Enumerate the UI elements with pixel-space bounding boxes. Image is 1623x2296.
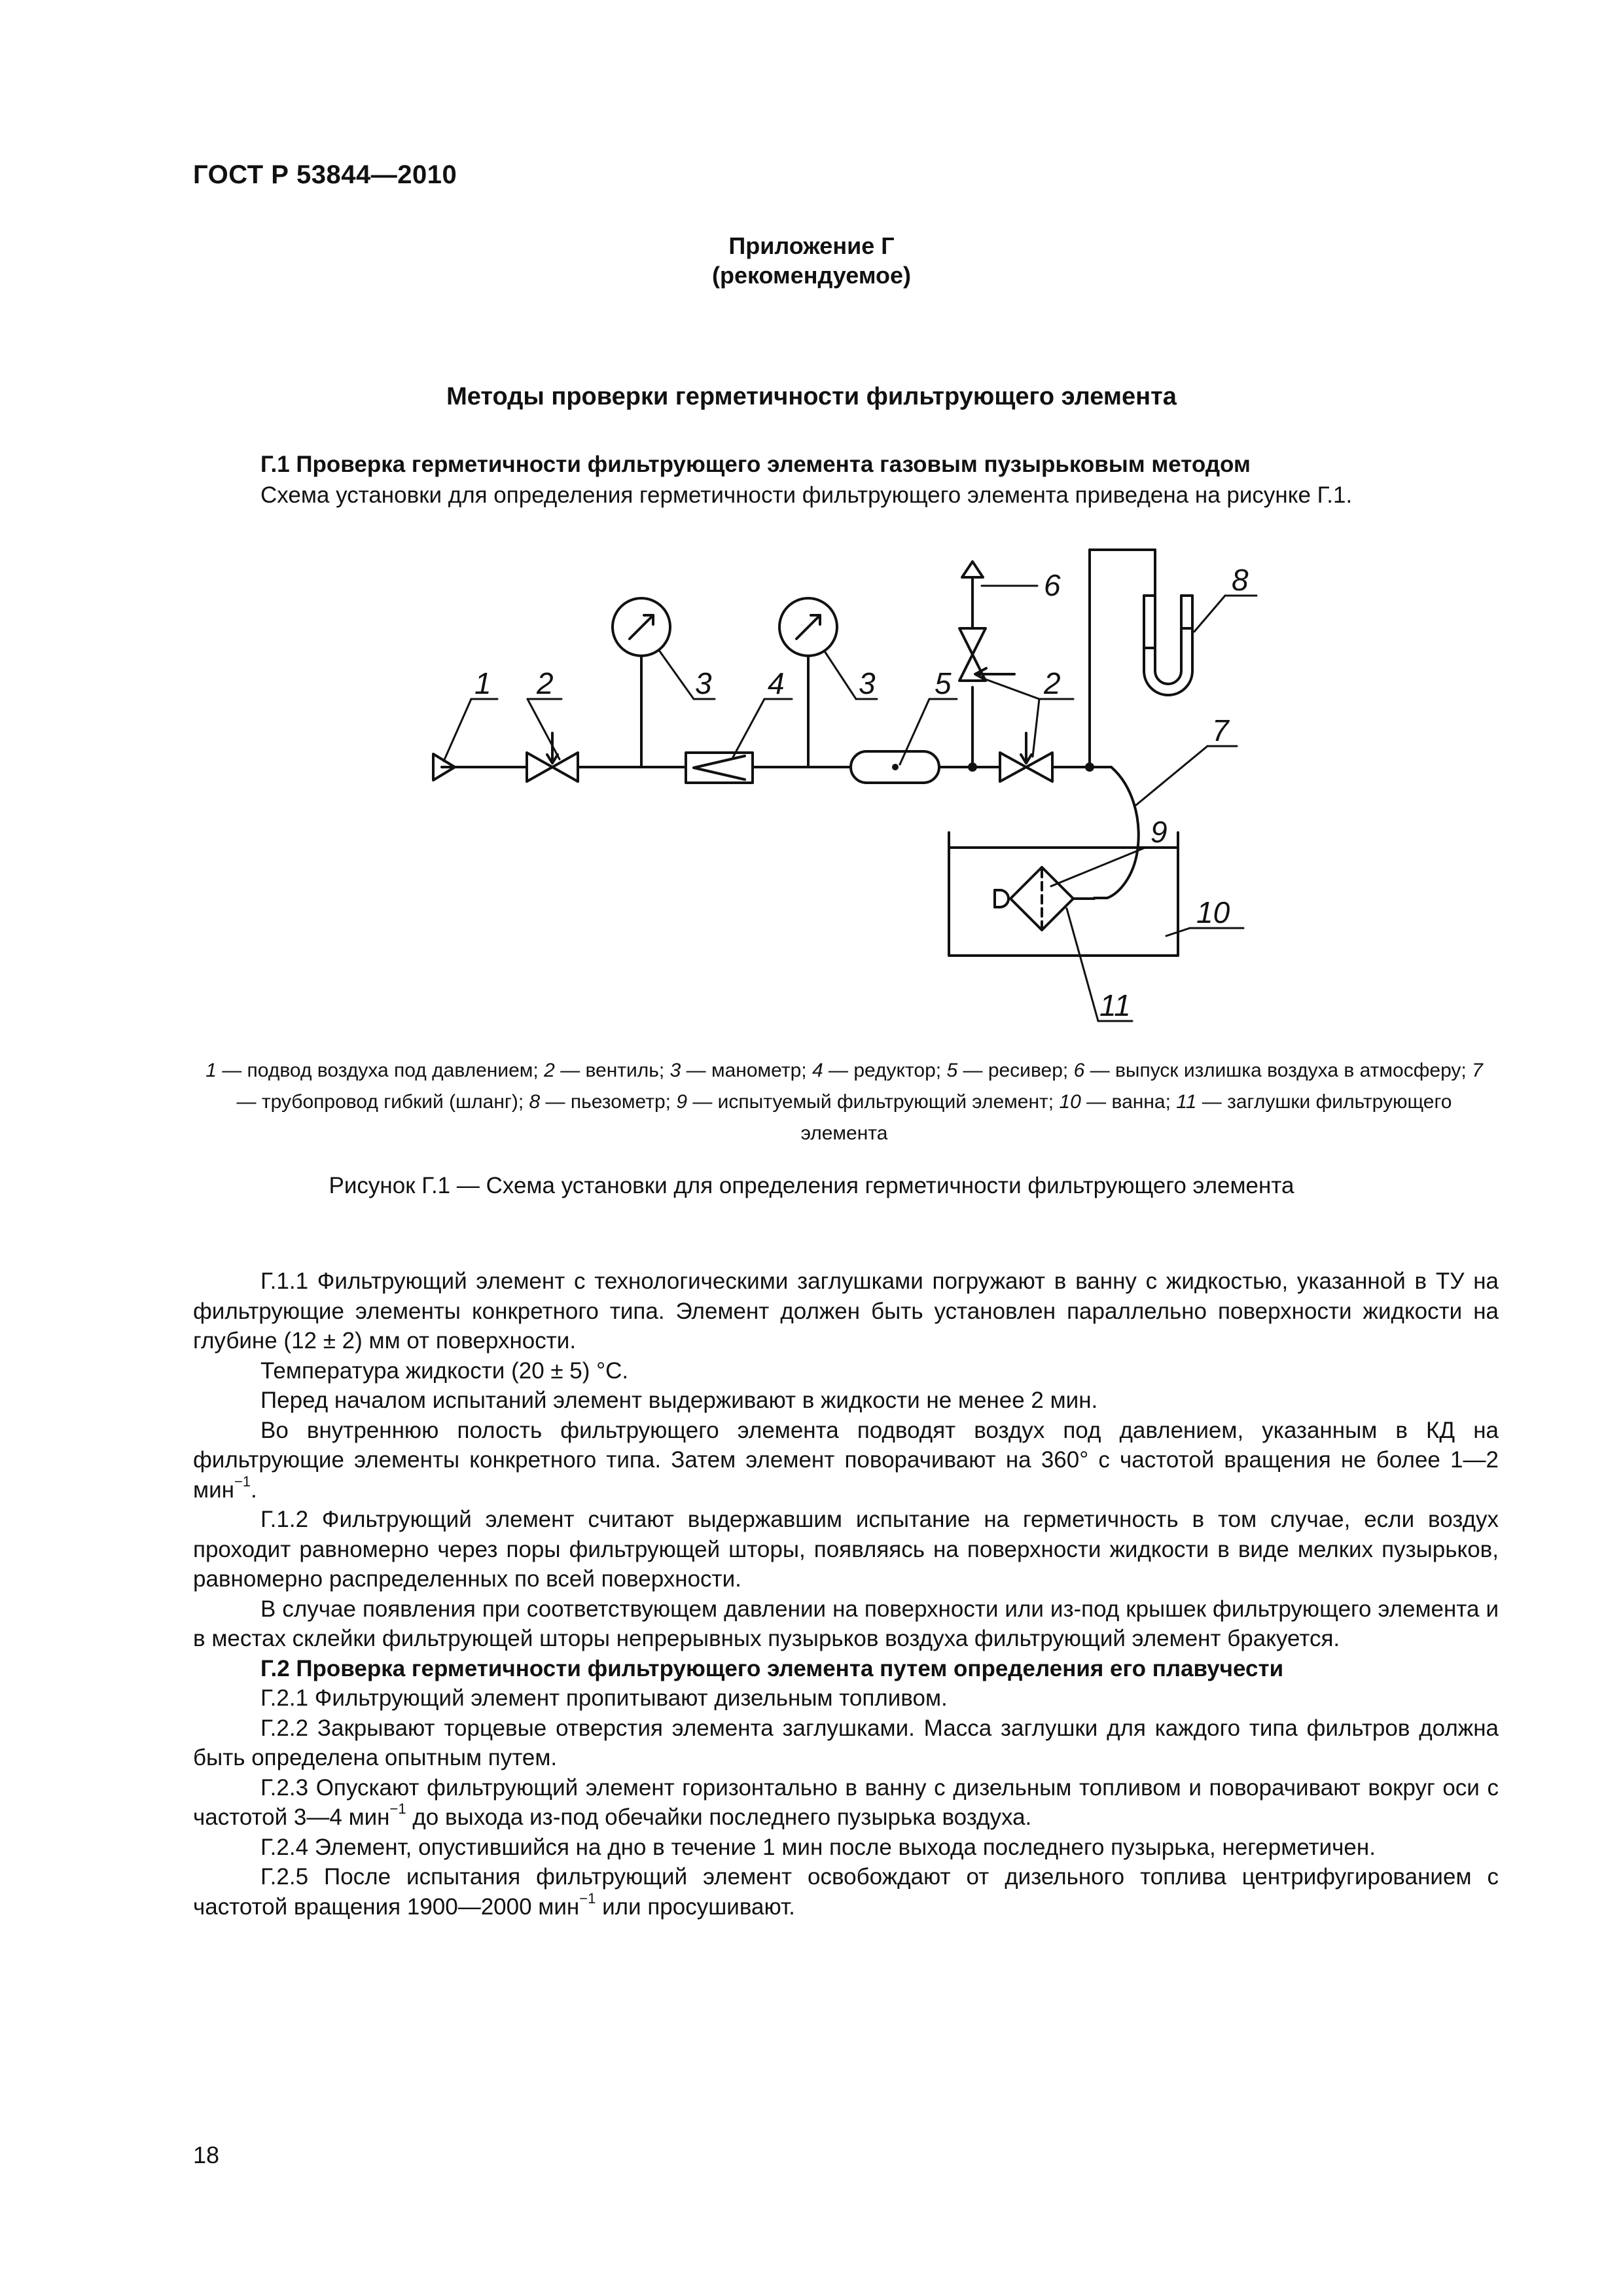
legend-item-text: пьезометр;: [570, 1091, 671, 1113]
legend-item: [205, 1060, 539, 1081]
valve-right-symbol: [1000, 733, 1052, 781]
legend-item-number: 3: [669, 1060, 681, 1081]
legend-item: [529, 1091, 671, 1113]
subsection-heading: [193, 1654, 1499, 1684]
paragraph-text: Г.1.1 Фильтрующий элемент с технологическими заглушками погружают в ванну с жидкостью, указанной в ТУ на фильтрующие элементы конкретного типа. Элемент должен быть установлен параллельно поверхности жидкости на глубине (12 ± 2) мм от поверхности.: [193, 1268, 1499, 1354]
legend-item-text: подвод воздуха под давлением;: [247, 1060, 539, 1081]
paragraph-text: Г.2.1 Фильтрующий элемент пропитывают дизельным топливом.: [260, 1685, 948, 1711]
legend-item-dash: —: [1196, 1091, 1228, 1113]
unit-exponent: −1: [389, 1801, 406, 1818]
legend-item-dash: —: [540, 1091, 571, 1113]
reducer-symbol: [686, 753, 753, 783]
legend-item-text: вентиль;: [585, 1060, 665, 1081]
legend-item-number: 1: [205, 1060, 217, 1081]
legend-item: [676, 1091, 1054, 1113]
pressure-gauge-1-symbol: [613, 598, 670, 767]
legend-item-dash: —: [957, 1060, 988, 1081]
legend-item-text: ванна;: [1111, 1091, 1171, 1113]
body-paragraph: [193, 1356, 1499, 1386]
page-number: 18: [193, 2142, 220, 2168]
body-paragraph: [193, 1594, 1499, 1654]
legend-item: [544, 1060, 664, 1081]
appendix-type: (рекомендуемое): [712, 262, 911, 289]
legend-item-text: испытуемый фильтрующий элемент;: [717, 1091, 1054, 1113]
legend-item-text: ресивер;: [988, 1060, 1069, 1081]
body-paragraph: [193, 1386, 1499, 1416]
legend-item-dash: —: [681, 1060, 711, 1081]
label-2-right: 2: [1044, 666, 1061, 700]
filter-element-symbol: [995, 867, 1094, 930]
label-2-left: 2: [537, 666, 554, 700]
appendix-title: Приложение Г: [728, 232, 895, 259]
label-10: 10: [1196, 895, 1230, 929]
body-paragraph: [193, 1833, 1499, 1863]
legend-item-text: трубопровод гибкий (шланг);: [261, 1091, 524, 1113]
paragraph-text: В случае появления при соответствующем давлении на поверхности или из-под крышек фильтрующего элемента и в местах склейки фильтрующей шторы непрерывных пузырьков воздуха фильтрующий элемент бракуется.: [193, 1596, 1499, 1651]
g1-heading: Г.1 Проверка герметичности фильтрующего элемента газовым пузырьковым методом: [260, 452, 1251, 477]
body-paragraph: [193, 1713, 1499, 1773]
paragraph-text: Температура жидкости (20 ± 5) °С.: [260, 1357, 629, 1384]
legend-item-dash: —: [216, 1060, 247, 1081]
paragraph-text: Перед началом испытаний элемент выдерживают в жидкости не менее 2 мин.: [260, 1388, 1098, 1413]
legend-item-number: 8: [529, 1091, 541, 1113]
legend-item-dash: —: [554, 1060, 586, 1081]
unit-exponent: −1: [579, 1890, 596, 1907]
legend-item-number: 6: [1073, 1060, 1085, 1081]
figure-legend: [196, 1055, 1492, 1149]
legend-item-number: 7: [1472, 1060, 1483, 1081]
standard-header: ГОСТ Р 53844—2010: [193, 160, 457, 189]
label-3-right: 3: [859, 666, 876, 700]
label-7: 7: [1212, 713, 1229, 747]
legend-item: [1059, 1091, 1171, 1113]
legend-item-text: выпуск излишка воздуха в атмосферу;: [1115, 1060, 1467, 1081]
legend-item-number: 9: [676, 1091, 687, 1113]
body-paragraph: [193, 1862, 1499, 1922]
legend-item-dash: —: [823, 1060, 854, 1081]
legend-item-dash: —: [236, 1091, 262, 1113]
label-1: 1: [474, 666, 491, 700]
label-4: 4: [768, 666, 785, 700]
paragraph-text: Г.2.2 Закрывают торцевые отверстия элемента заглушками. Масса заглушки для каждого типа фильтров должна быть определена опытным путем.: [193, 1715, 1499, 1770]
paragraph-text: Г.2.5 После испытания фильтрующий элемент освобождают от дизельного топлива центрифугированием с частотой вращения 1900—2000 мин: [193, 1864, 1499, 1920]
legend-item-number: 2: [544, 1060, 555, 1081]
body-paragraph: [193, 1683, 1499, 1713]
legend-item-number: 10: [1059, 1091, 1081, 1113]
paragraph-text-tail: .: [251, 1477, 257, 1503]
legend-item-text: редуктор;: [853, 1060, 942, 1081]
legend-item-text: заглушки фильтрующего элемента: [800, 1091, 1452, 1144]
body-text: [193, 1266, 1499, 1922]
setup-diagram: [406, 537, 1283, 1041]
pressure-gauge-2-symbol: [779, 598, 837, 767]
legend-item-number: 4: [812, 1060, 823, 1081]
piezometer-symbol: [1086, 550, 1192, 770]
paragraph-text-tail: до выхода из-под обечайки последнего пузырька воздуха.: [406, 1804, 1032, 1830]
flexible-hose-symbol: [1094, 767, 1139, 898]
legend-item-number: 5: [946, 1060, 958, 1081]
receiver-symbol: [851, 751, 939, 783]
label-5: 5: [935, 666, 952, 700]
body-paragraph: [193, 1505, 1499, 1594]
legend-item-dash: —: [1084, 1060, 1115, 1081]
body-paragraph: [193, 1416, 1499, 1505]
paragraph-text: Г.2 Проверка герметичности фильтрующего элемента путем определения его плавучести: [260, 1655, 1284, 1681]
legend-item: [670, 1060, 807, 1081]
label-6: 6: [1044, 568, 1061, 602]
label-11: 11: [1099, 988, 1131, 1022]
exhaust-vent-branch: [959, 562, 1014, 770]
body-paragraph: [193, 1266, 1499, 1356]
label-3-left: 3: [695, 666, 712, 700]
legend-item: [812, 1060, 941, 1081]
legend-item-dash: —: [687, 1091, 718, 1113]
legend-item-number: 11: [1176, 1091, 1197, 1113]
paragraph-text: Г.1.2 Фильтрующий элемент считают выдержавшим испытание на герметичность в том случае, если воздух проходит равномерно через поры фильтрующей шторы, появляясь на поверхности жидкости в виде мелких пузырьков, равномерно распределенных по всей поверхности.: [193, 1507, 1499, 1592]
paragraph-text: Г.2.3 Опускают фильтрующий элемент горизонтально в ванну с дизельным топливом и поворачивают вокруг оси с частотой 3—4 мин: [193, 1774, 1499, 1830]
legend-item-text: манометр;: [711, 1060, 807, 1081]
figure-caption: Рисунок Г.1 — Схема установки для определения герметичности фильтрующего элемента: [329, 1173, 1294, 1198]
legend-item: [1074, 1060, 1467, 1081]
valve-left-symbol: [527, 733, 578, 781]
paragraph-text: Г.2.4 Элемент, опустившийся на дно в течение 1 мин после выхода последнего пузырька, негерметичен.: [260, 1834, 1376, 1860]
g1-intro: Схема установки для определения герметичности фильтрующего элемента приведена на рисунке Г.1.: [260, 482, 1353, 508]
legend-item-dash: —: [1080, 1091, 1112, 1113]
paragraph-text: Во внутреннюю полость фильтрующего элемента подводят воздух под давлением, указанным в КД на фильтрующие элементы конкретного типа. Затем элемент поворачивают на 360° с частотой вращения не более 1—2 мин: [193, 1417, 1499, 1503]
label-9: 9: [1150, 815, 1168, 849]
label-8: 8: [1232, 563, 1249, 597]
bath-symbol: [949, 833, 1178, 956]
paragraph-text-tail: или просушивают.: [596, 1893, 795, 1920]
section-title: Методы проверки герметичности фильтрующего элемента: [446, 383, 1177, 410]
legend-item: [946, 1060, 1068, 1081]
unit-exponent: −1: [234, 1473, 251, 1490]
body-paragraph: [193, 1773, 1499, 1833]
